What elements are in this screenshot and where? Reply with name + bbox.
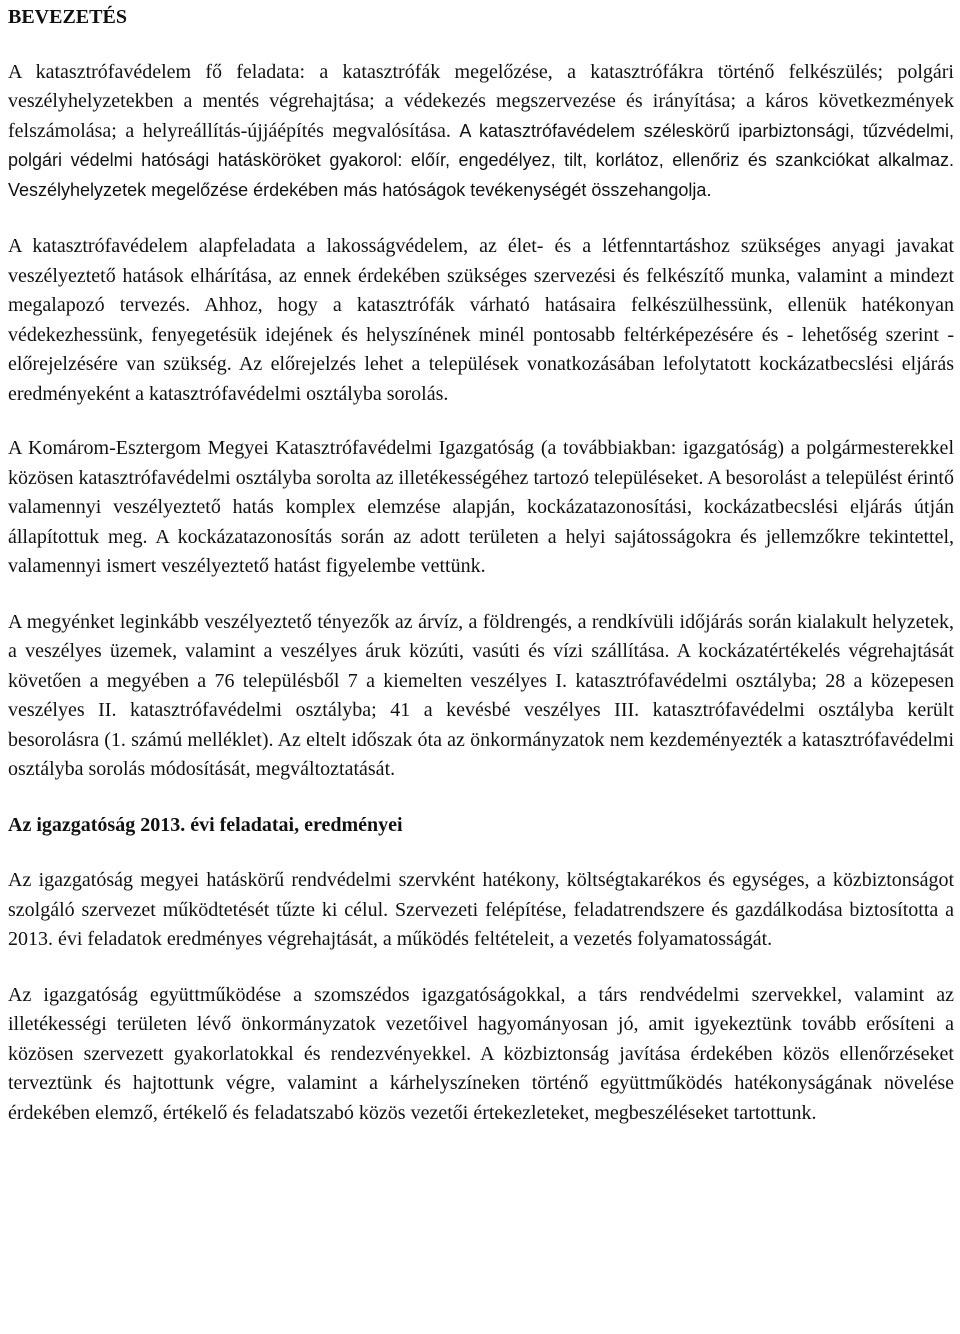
paragraph-4: A megyénket leginkább veszélyeztető tényezők az árvíz, a földrengés, a rendkívüli időjárás során kialakult helyzetek, a veszélyes üzemek, valamint a veszélyes áruk közúti, vasúti és vízi szállítása. A kockázatértékelés végrehajtását követően a megyében a 76 településből 7 a kiemelten veszélyes I. katasztrófavédelmi osztályba; 28 a közepesen veszélyes II. katasztrófavédelmi osztályba; 41 a kevésbé veszélyes III. katasztrófavédelmi osztályba került besorolásra (1. számú melléklet). Az eltelt időszak óta az önkormányzatok nem kezdeményezték a katasztrófavédelmi osztályba sorolás módosítását, megváltoztatását.	[8, 610, 954, 780]
paragraph-6: Az igazgatóság együttműködése a szomszédos igazgatóságokkal, a társ rendvédelmi szervekkel, valamint az illetékességi területen lévő önkormányzatok vezetőivel hagyományosan jó, amit igyekeztünk tovább erősíteni a közösen szervezett gyakorlatokkal és rendezvényekkel. A közbiztonság javítása érdekében közös ellenőrzéseket terveztünk és hajtottunk végre, valamint a kárhelyszíneken történő együttműködés hatékonyságának növelése érdekében elemző, értékelő és feladatszabó közös vezetői értekezleteket, megbeszéléseket tartottunk.	[8, 983, 954, 1124]
document-title: BEVEZETÉS	[8, 6, 127, 28]
document-page	[8, 3, 954, 1128]
intro-sentence-2: A katasztrófavédelem széleskörű iparbiztonsági, tűzvédelmi, polgári védelmi hatósági hatásköröket gyakorol: előír, engedélyez, tilt, korlátoz, ellenőriz és szankciókat alkalmaz. Veszélyhelyzetek megelőzése érdekében más hatóságok tevékenységét összehangolja.	[8, 120, 955, 200]
section-heading: Az igazgatóság 2013. évi feladatai, eredményei	[8, 813, 403, 836]
paragraph-3: A Komárom-Esztergom Megyei Katasztrófavédelmi Igazgatóság (a továbbiakban: igazgatóság) a polgármesterekkel közösen katasztrófavédelmi osztályba sorolta az illetékességéhez tartozó településeket. A besorolást a települést érintő valamennyi veszélyeztető hatás komplex elemzése alapján, kockázatazonosítási, kockázatbecslési eljárás útján állapítottuk meg. A kockázatazonosítás során az adott területen a helyi sajátosságokra és jellemzőkre tekintettel, valamennyi ismert veszélyeztető hatást figyelembe vettünk.	[8, 437, 954, 577]
intro-sentence-1: A katasztrófavédelem fő feladata: a katasztrófák megelőzése, a katasztrófákra történő felkészülés; polgári veszélyhelyzetekben a mentés végrehajtása; a védekezés megszervezése és irányítása; a káros következmények felszámolása; a helyreállítás-újjáépítés megvalósítása.	[8, 60, 954, 142]
paragraph-2: A katasztrófavédelem alapfeladata a lakosságvédelem, az élet- és a létfenntartáshoz szükséges anyagi javakat veszélyeztető hatások elhárítása, az ennek érdekében szükséges szervezési és felkészítő munka, valamint a mindezt megalapozó tervezés. Ahhoz, hogy a katasztrófák várható hatásaira felkészülhessünk, ellenük hatékonyan védekezhessünk, fenyegetésük idejének és helyszínének minél pontosabb feltérképezésére és - lehetőség szerint - előrejelzésére van szükség. Az előrejelzés lehet a települések vonatkozásában lefolytatott kockázatbecslési eljárás eredményeként a katasztrófavédelmi osztályba sorolás.	[8, 235, 954, 405]
intro-paragraph	[8, 58, 954, 206]
paragraph-5: Az igazgatóság megyei hatáskörű rendvédelmi szervként hatékony, költségtakarékos és egységes, a közbiztonságot szolgáló szervezet működtetését tűzte ki célul. Szervezeti felépítése, feladatrendszere és gazdálkodása biztosította a 2013. évi feladatok eredményes végrehajtását, a működés feltételeit, a vezetés folyamatosságát.	[8, 869, 954, 950]
